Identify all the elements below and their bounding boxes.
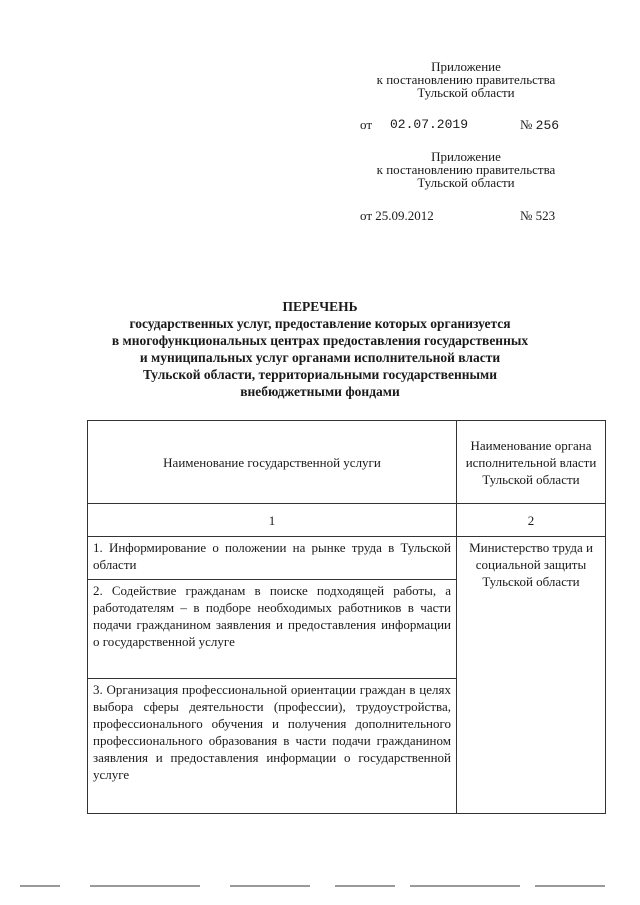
appendix-label: Приложение xyxy=(431,149,501,164)
appendix-region-line: Тульской области xyxy=(417,175,515,190)
table-header-row xyxy=(88,421,606,504)
document-date: 02.07.2019 xyxy=(390,117,469,132)
col1-number: 1 xyxy=(88,504,457,537)
title-line: внебюджетными фондами xyxy=(240,384,400,399)
appendix-resolution-line: к постановлению правительства xyxy=(376,162,556,177)
service-cell: 1. Информирование о положении на рынке труда в Тульской области xyxy=(88,537,457,580)
number-sign: № xyxy=(520,117,533,132)
service-cell: 2. Содействие гражданам в поиске подходящей работы, а работодателям – в подборе необходимых работников в части подачи гражданином заявления и предоставления информации о государственной услуге xyxy=(88,580,457,679)
title-line: в многофункциональных центрах предоставления государственных xyxy=(111,333,529,348)
scan-edge-artifact xyxy=(0,885,640,891)
title-heading: ПЕРЕЧЕНЬ xyxy=(282,299,358,314)
title-line: Тульской области, территориальными государственными xyxy=(142,367,498,382)
title-line: государственных услуг, предоставление которых организуется xyxy=(129,316,511,331)
appendix-current-date-number xyxy=(360,117,560,133)
document-title xyxy=(90,298,550,400)
number-value: 256 xyxy=(535,118,560,133)
organ-cell: Министерство труда и социальной защиты Тульской области xyxy=(457,537,606,814)
table-row xyxy=(88,537,606,580)
table-number-row xyxy=(88,504,606,537)
document-number xyxy=(520,117,559,133)
appendix-resolution-line: к постановлению правительства xyxy=(376,72,556,87)
original-number: № 523 xyxy=(520,208,556,223)
col1-header: Наименование государственной услуги xyxy=(88,421,457,504)
appendix-original-date-number xyxy=(360,208,556,224)
title-line: и муниципальных услуг органами исполнительной власти xyxy=(139,350,501,365)
date-prefix: от xyxy=(360,117,373,132)
col2-number: 2 xyxy=(457,504,606,537)
service-cell: 3. Организация профессиональной ориентации граждан в целях выбора сферы деятельности (профессии), трудоустройства, профессионального обучения и получения дополнительного профессионального образования в части подачи гражданином заявления и предоставления информации о государственной услуге xyxy=(88,679,457,814)
services-table xyxy=(87,420,606,814)
col2-header: Наименование органа исполнительной власти Тульской области xyxy=(457,421,606,504)
appendix-region-line: Тульской области xyxy=(417,85,515,100)
appendix-current-header xyxy=(348,60,584,99)
original-date: от 25.09.2012 xyxy=(360,208,434,223)
appendix-label: Приложение xyxy=(431,59,501,74)
appendix-original-header xyxy=(348,150,584,189)
